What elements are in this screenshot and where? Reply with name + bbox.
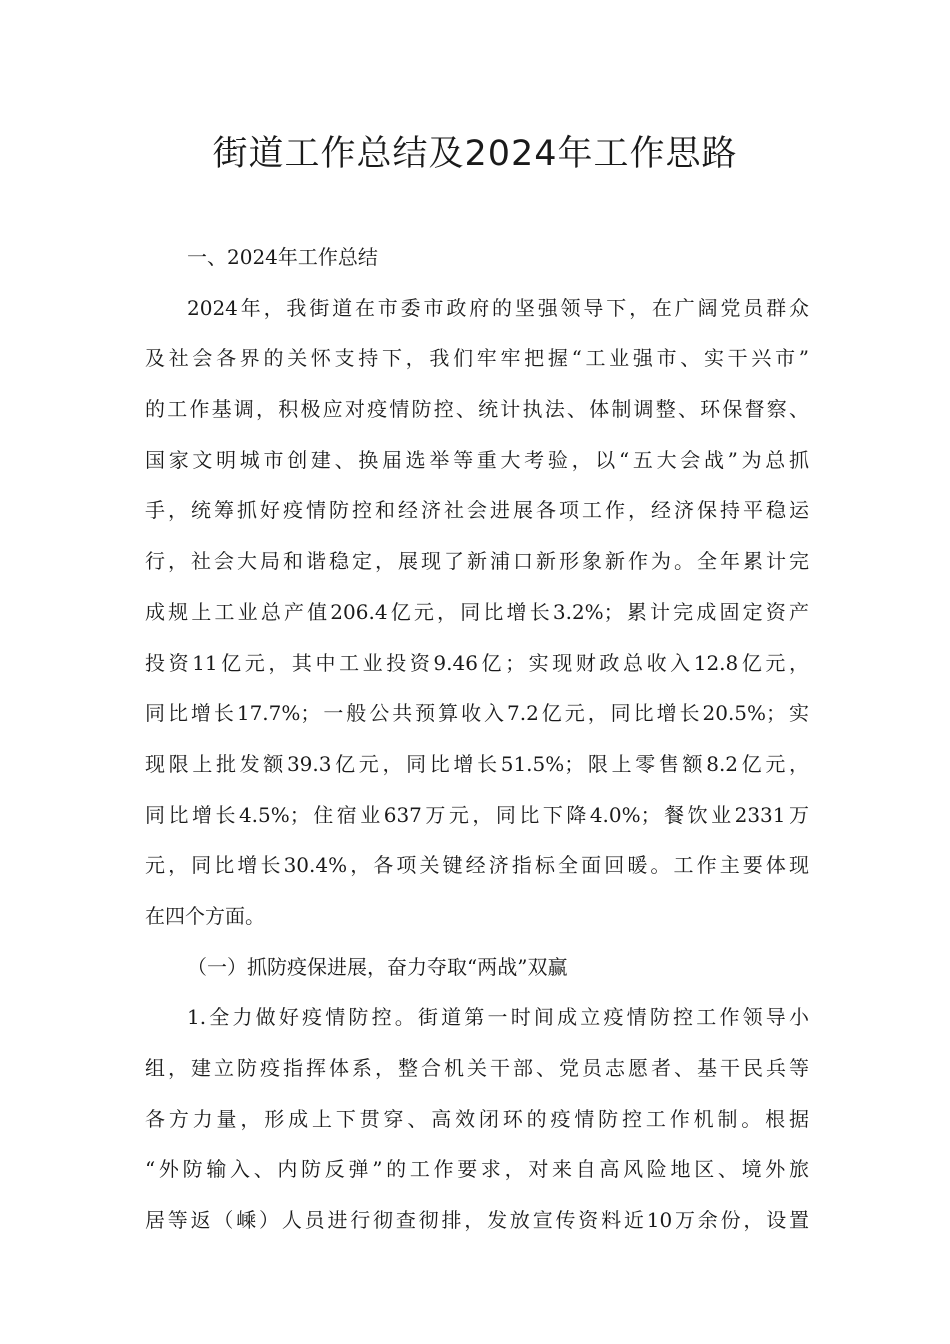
text-line: 同比增长17.7%；一般公共预算收入7.2亿元，同比增长20.5%；实 xyxy=(145,701,809,726)
document-body xyxy=(145,232,809,1246)
document-title: 街道工作总结及2024年工作思路 xyxy=(212,134,738,174)
text-line: 投资11亿元，其中工业投资9.46亿；实现财政总收入12.8亿元， xyxy=(145,650,809,675)
text-line: 1.全力做好疫情防控。街道第一时间成立疫情防控工作领导小 xyxy=(187,1005,809,1030)
text-line: （一）抓防疫保进展，奋力夺取“两战”双赢 xyxy=(187,954,568,979)
text-line: 居等返（嵊）人员进行彻查彻排，发放宣传资料近10万余份，设置 xyxy=(145,1208,809,1233)
text-line: 各方力量，形成上下贯穿、高效闭环的疫情防控工作机制。根据 xyxy=(145,1106,809,1131)
text-line: 元，同比增长30.4%，各项关键经济指标全面回暖。工作主要体现 xyxy=(145,853,809,878)
text-line: 国家文明城市创建、换届选举等重大考验，以“五大会战”为总抓 xyxy=(145,447,809,472)
text-line: 2024年，我街道在市委市政府的坚强领导下，在广阔党员群众 xyxy=(187,295,809,320)
text-line: 现限上批发额39.3亿元，同比增长51.5%；限上零售额8.2亿元， xyxy=(145,751,809,776)
text-line: 一、2024年工作总结 xyxy=(187,245,378,269)
text-line: 组，建立防疫指挥体系，整合机关干部、党员志愿者、基干民兵等 xyxy=(145,1056,809,1080)
text-line: 手，统筹抓好疫情防控和经济社会进展各项工作，经济保持平稳运 xyxy=(145,498,809,523)
text-line: 行，社会大局和谐稳定，展现了新浦口新形象新作为。全年累计完 xyxy=(145,549,809,574)
text-line: “外防输入、内防反弹”的工作要求，对来自高风险地区、境外旅 xyxy=(145,1157,809,1182)
text-line: 的工作基调，积极应对疫情防控、统计执法、体制调整、环保督察、 xyxy=(145,397,809,422)
text-line: 及社会各界的关怀支持下，我们牢牢把握“工业强市、实干兴市” xyxy=(145,346,809,371)
text-line: 成规上工业总产值206.4亿元，同比增长3.2%；累计完成固定资产 xyxy=(145,599,809,624)
text-line: 在四个方面。 xyxy=(145,903,265,928)
text-line: 同比增长4.5%；住宿业637万元，同比下降4.0%；餐饮业2331万 xyxy=(145,802,809,827)
